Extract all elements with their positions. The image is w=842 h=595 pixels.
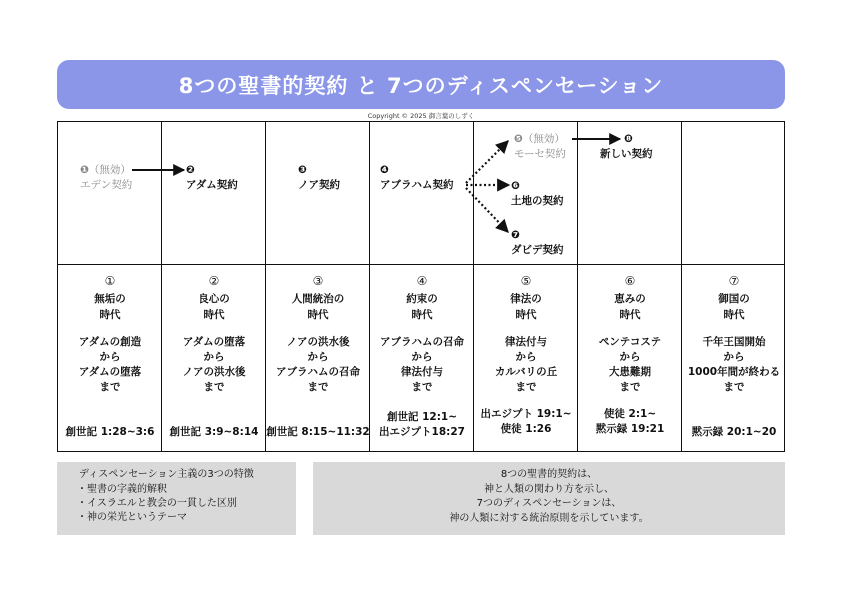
summary-box bbox=[313, 462, 785, 535]
dispensation-number: ① bbox=[104, 274, 116, 288]
list-item: ・神の栄光というテーマ bbox=[77, 512, 187, 523]
scripture-reference: 創世記 1:28~3:6 bbox=[65, 426, 155, 438]
dispensation-name: 無垢の 時代 bbox=[94, 293, 126, 321]
covenant-abraham: ❹ アブラハム契約 bbox=[380, 164, 454, 191]
dispensation-name: 御国の 時代 bbox=[718, 293, 750, 321]
scripture-reference: 創世記 3:9~8:14 bbox=[169, 426, 259, 438]
scripture-reference: 黙示録 20:1~20 bbox=[691, 426, 777, 438]
dispensation-range: 律法付与 から カルバリの丘 まで bbox=[494, 336, 558, 393]
covenant-new: ❽ 新しい契約 bbox=[600, 133, 653, 160]
covenant-david: ❼ ダビデ契約 bbox=[511, 229, 564, 256]
dispensation-number: ⑥ bbox=[624, 274, 636, 288]
features-box bbox=[57, 462, 296, 535]
dispensation-number: ③ bbox=[312, 274, 324, 288]
dispensation-name: 良心の 時代 bbox=[198, 293, 230, 321]
dispensation-name: 人間統治の 時代 bbox=[291, 293, 345, 321]
dispensation-range: アダムの創造 から アダムの堕落 まで bbox=[78, 336, 142, 393]
dispensation-name: 律法の 時代 bbox=[510, 293, 542, 321]
features-list bbox=[77, 483, 237, 525]
covenant-land: ❻ 土地の契約 bbox=[511, 180, 564, 207]
dispensation-range: アダムの堕落 から ノアの洪水後 まで bbox=[182, 336, 246, 393]
dispensation-number: ⑦ bbox=[728, 274, 740, 288]
dispensation-name: 約束の 時代 bbox=[406, 293, 438, 321]
covenant-moses: ❺（無効） モーセ契約 bbox=[514, 133, 566, 160]
dispensation-number: ⑤ bbox=[520, 274, 532, 288]
dispensation-range: 千年王国開始 から 1000年間が終わる まで bbox=[687, 336, 781, 393]
copyright-notice: Copyright © 2025 御言葉のしずく bbox=[367, 112, 475, 120]
covenant-noah: ❸ ノア契約 bbox=[298, 164, 340, 191]
covenant-adam: ❷ アダム契約 bbox=[186, 164, 238, 191]
dispensation-number: ② bbox=[208, 274, 220, 288]
features-title: ディスペンセーション主義の3つの特徴 bbox=[79, 469, 254, 480]
arrow-abraham-to-david bbox=[466, 188, 508, 232]
dispensation-range: ペンテコステ から 大患難期 まで bbox=[598, 336, 662, 393]
page-title: 8つの聖書的契約 と 7つのディスペンセーション bbox=[178, 73, 664, 98]
arrow-abraham-to-moses bbox=[466, 141, 508, 183]
dispensation-number: ④ bbox=[416, 274, 428, 288]
list-item: ・イスラエルと教会の一貫した区別 bbox=[77, 498, 237, 509]
covenant-eden: ❶（無効） エデン契約 bbox=[80, 164, 133, 191]
dispensation-name: 恵みの 時代 bbox=[614, 293, 646, 321]
scripture-reference: 使徒 2:1~ 黙示録 19:21 bbox=[595, 408, 665, 435]
summary-text: 8つの聖書的契約は、 神と人類の関わり方を示し、 7つのディスペンセーションは、 神の人類に対する統治原則を示しています。 bbox=[449, 469, 649, 524]
dispensation-range: アブラハムの召命 から 律法付与 まで bbox=[380, 336, 464, 393]
scripture-reference: 創世記 8:15~11:32 bbox=[266, 426, 370, 438]
dispensation-range: ノアの洪水後 から アブラハムの召命 まで bbox=[276, 336, 360, 393]
scripture-reference: 出エジプト 19:1~ 使徒 1:26 bbox=[480, 408, 572, 435]
list-item: ・聖書の字義的解釈 bbox=[77, 484, 167, 495]
scripture-reference: 創世記 12:1~ 出エジプト18:27 bbox=[379, 411, 465, 438]
